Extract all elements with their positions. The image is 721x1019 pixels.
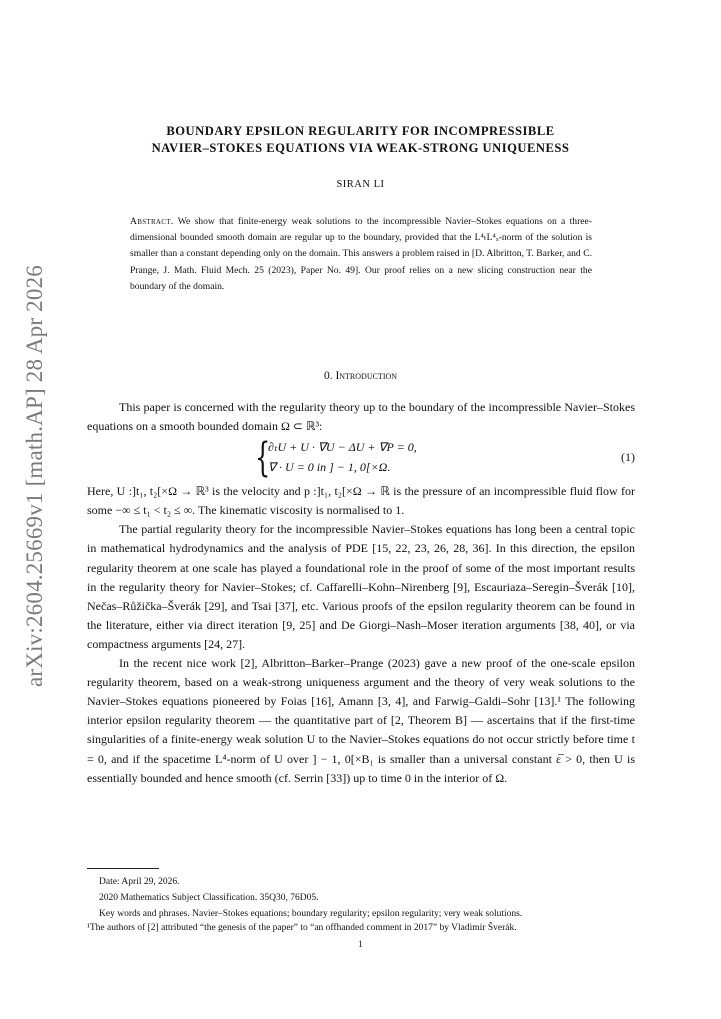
title-line-2: NAVIER–STOKES EQUATIONS VIA WEAK-STRONG UNIQUENESS [151, 141, 570, 155]
paper-title [0, 123, 721, 157]
footnote-keywords: Key words and phrases. Navier–Stokes equations; boundary regularity; epsilon regularity; very weak solutions. [99, 909, 523, 919]
paragraph-recent-work: In the recent nice work [2], Albritton–Barker–Prange (2023) gave a new proof of the one-scale epsilon regularity theorem, based on a weak-strong uniqueness argument and the theory of very weak solutions to the Navier–Stokes equations pioneered by Foias [16], Amann [3, 4], and Farwig–Galdi–Sohr [13].¹ The following interior epsilon regularity theorem — the quantitative part of [2, Theorem B] — ascertains that if the first-time singularities of a finite-energy weak solution U to the Navier–Stokes equations do not occur strictly before time t = 0, and if the spacetime L⁴-norm of U over ] − 1, 0[×B₁ is smaller than a universal constant ε̅ > 0, then U is essentially bounded and hence smooth (cf. Serrin [33]) up to time 0 in the interior of Ω. [87, 656, 635, 785]
section-number: 0. [323, 370, 333, 382]
body-text [87, 398, 635, 788]
paragraph-notation: Here, U :]t₁, t₂[×Ω → ℝ³ is the velocity and p :]t₁, t₂[×Ω → ℝ is the pressure of an incompressible fluid flow for some −∞ ≤ t₁ < t₂ ≤ ∞. The kinematic viscosity is normalised to 1. [87, 484, 635, 518]
page-number: 1 [358, 940, 363, 950]
author-name: SIRAN LI [336, 179, 385, 190]
equation-brace: { [255, 435, 271, 482]
equation-number: (1) [621, 450, 635, 465]
title-line-1: BOUNDARY EPSILON REGULARITY FOR INCOMPRESSIBLE [166, 124, 555, 138]
footnote-date: Date: April 29, 2026. [99, 877, 180, 887]
abstract [130, 214, 592, 295]
section-title: Introduction [335, 370, 398, 382]
abstract-text: We show that finite-energy weak solutions to the incompressible Navier–Stokes equations on a three-dimensional bounded smooth domain are regular up to the boundary, provided that the L⁴ₜL⁴ₓ-norm of the solution is smaller than a constant depending only on the domain. This answers a problem raised in [D. Albritton, T. Barker, and C. Prange, J. Math. Fluid Mech. 25 (2023), Paper No. 49]. Our proof relies on a new slicing construction near the boundary of the domain. [130, 216, 592, 292]
footnote-msc: 2020 Mathematics Subject Classification. 35Q30, 76D05. [99, 893, 319, 903]
section-heading [0, 370, 721, 382]
equation-line-2: ∇ · U = 0 in ] − 1, 0[×Ω. [268, 460, 391, 475]
equation-line-1: ∂ₜU + U · ∇U − ΔU + ∇P = 0, [268, 440, 417, 455]
abstract-label: Abstract. [130, 216, 174, 227]
footnote-rule [87, 868, 159, 869]
arxiv-identifier-stamp: arXiv:2604.25669v1 [math.AP] 28 Apr 2026 [22, 265, 47, 687]
equation-1 [87, 436, 635, 482]
paragraph-intro: This paper is concerned with the regularity theory up to the boundary of the incompressible Navier–Stokes equations on a smooth bounded domain Ω ⊂ ℝ³: [87, 400, 635, 434]
paragraph-partial-regularity: The partial regularity theory for the incompressible Navier–Stokes equations has long been a central topic in mathematical hydrodynamics and the analysis of PDE [15, 22, 23, 26, 28, 36]. In this direction, the epsilon regularity theorem at one scale has played a foundational role in the proof of some of the most important results in the regularity theory for Navier–Stokes; cf. Caffarelli–Kohn–Nirenberg [9], Escauriaza–Seregin–Šverák [10], Nečas–Růžička–Šverák [29], and Tsai [37], etc. Various proofs of the epsilon regularity theorem can be found in the literature, either via direct iteration [9, 25] and De Giorgi–Nash–Moser iteration arguments [38, 40], or via compactness arguments [24, 27]. [87, 522, 635, 651]
footnote-1: ¹The authors of [2] attributed “the genesis of the paper” to “an offhanded comment in 2017” by Vladimír Šverák. [87, 923, 517, 933]
